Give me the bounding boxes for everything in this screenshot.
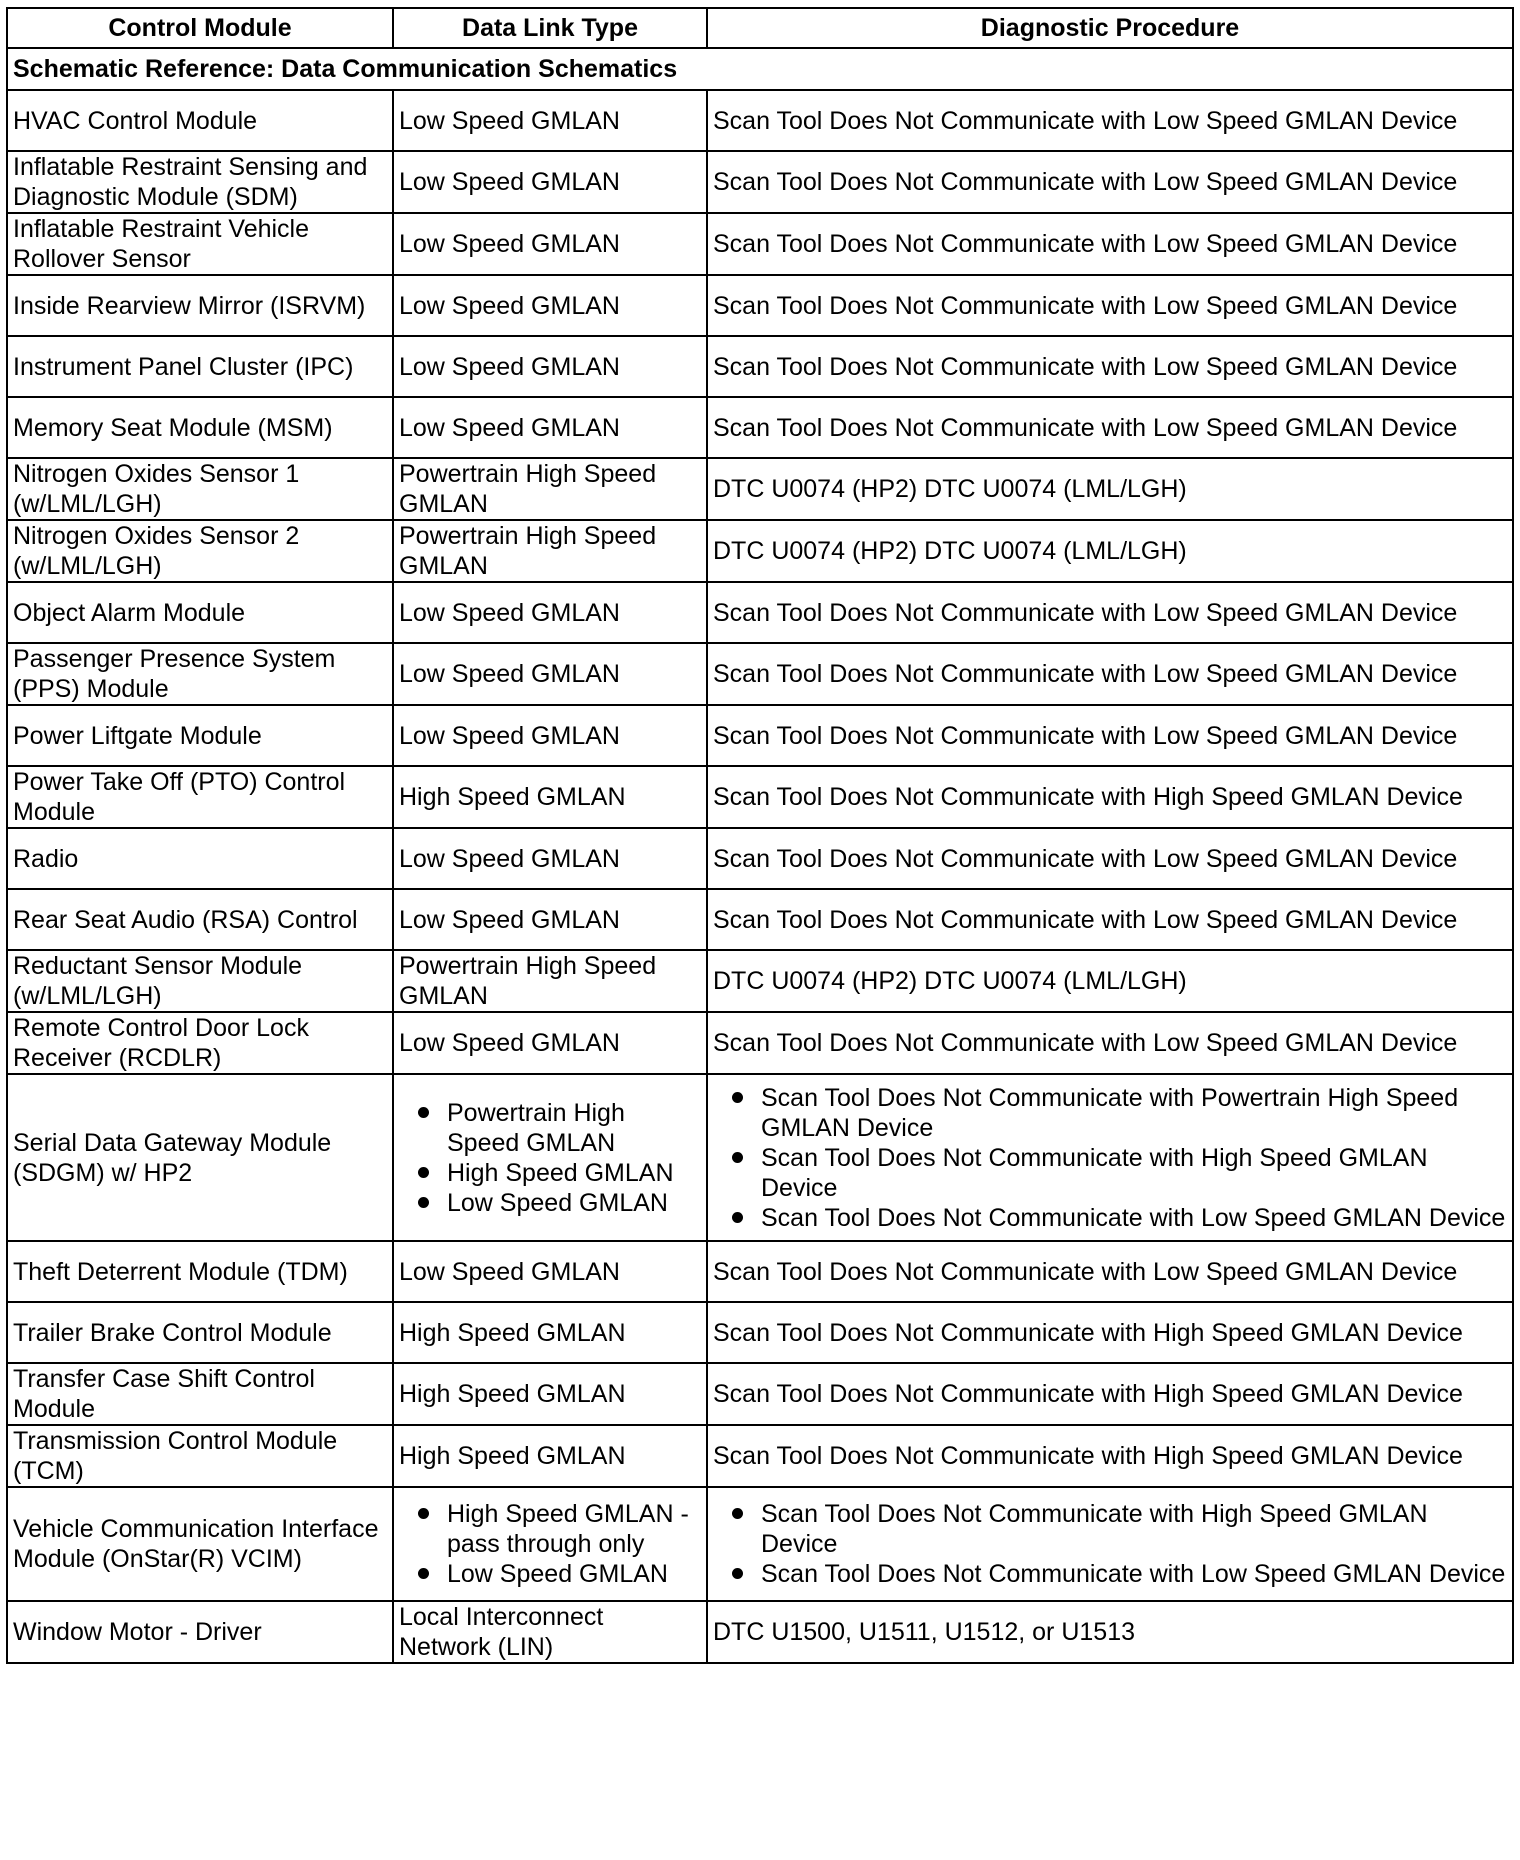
header-diagnostic-procedure: Diagnostic Procedure <box>707 8 1513 48</box>
control-module-cell: Radio <box>7 828 393 889</box>
data-link-type-cell: High Speed GMLAN <box>393 1363 707 1425</box>
diagnostic-procedure-cell: Scan Tool Does Not Communicate with Low Speed GMLAN Device <box>707 1012 1513 1074</box>
bullet-item: Scan Tool Does Not Communicate with Powertrain High Speed GMLAN Device <box>761 1083 1507 1143</box>
table-row <box>7 90 1513 151</box>
data-link-type-cell: Powertrain High Speed GMLAN <box>393 520 707 582</box>
control-module-cell: Passenger Presence System (PPS) Module <box>7 643 393 705</box>
data-link-type-cell: Low Speed GMLAN <box>393 151 707 213</box>
table-row <box>7 336 1513 397</box>
bullet-item: Scan Tool Does Not Communicate with Low Speed GMLAN Device <box>761 1203 1506 1232</box>
data-link-type-cell: Low Speed GMLAN <box>393 643 707 705</box>
bullet-list <box>399 1499 701 1589</box>
diagnostic-procedure-cell: DTC U0074 (HP2) DTC U0074 (LML/LGH) <box>707 458 1513 520</box>
control-module-cell: Power Take Off (PTO) Control Module <box>7 766 393 828</box>
diagnostic-procedure-cell <box>707 1074 1513 1241</box>
table-row <box>7 1074 1513 1241</box>
diagnostic-procedure-cell: Scan Tool Does Not Communicate with Low Speed GMLAN Device <box>707 151 1513 213</box>
table-row <box>7 1487 1513 1601</box>
table-row <box>7 397 1513 458</box>
control-module-cell: Power Liftgate Module <box>7 705 393 766</box>
data-link-type-cell: High Speed GMLAN <box>393 1425 707 1487</box>
diagnostic-procedure-cell: Scan Tool Does Not Communicate with Low Speed GMLAN Device <box>707 582 1513 643</box>
diagnostic-procedure-cell: Scan Tool Does Not Communicate with Low Speed GMLAN Device <box>707 275 1513 336</box>
table-row <box>7 458 1513 520</box>
data-link-type-cell: High Speed GMLAN <box>393 766 707 828</box>
table-row <box>7 582 1513 643</box>
control-module-cell: Inside Rearview Mirror (ISRVM) <box>7 275 393 336</box>
table-row <box>7 889 1513 950</box>
data-link-type-cell: Low Speed GMLAN <box>393 1241 707 1302</box>
table-row <box>7 1601 1513 1663</box>
table-header-row <box>7 8 1513 48</box>
table-row <box>7 520 1513 582</box>
diagnostic-procedure-cell: Scan Tool Does Not Communicate with High Speed GMLAN Device <box>707 1425 1513 1487</box>
diagnostic-procedure-cell: Scan Tool Does Not Communicate with Low Speed GMLAN Device <box>707 889 1513 950</box>
bullet-list <box>713 1499 1507 1589</box>
bullet-item: Low Speed GMLAN <box>447 1559 701 1589</box>
data-link-type-cell: Low Speed GMLAN <box>393 828 707 889</box>
bullet-item: Scan Tool Does Not Communicate with High Speed GMLAN Device <box>761 1143 1507 1203</box>
diagnostic-procedure-cell: Scan Tool Does Not Communicate with Low Speed GMLAN Device <box>707 336 1513 397</box>
table-body <box>7 48 1513 1663</box>
table-row <box>7 1012 1513 1074</box>
diagnostic-procedure-cell: Scan Tool Does Not Communicate with High Speed GMLAN Device <box>707 1302 1513 1363</box>
control-module-cell: Nitrogen Oxides Sensor 2 (w/LML/LGH) <box>7 520 393 582</box>
diagnostic-procedure-cell: Scan Tool Does Not Communicate with High Speed GMLAN Device <box>707 766 1513 828</box>
diagnostic-procedure-cell: DTC U1500, U1511, U1512, or U1513 <box>707 1601 1513 1663</box>
diagnostic-procedure-cell: Scan Tool Does Not Communicate with Low Speed GMLAN Device <box>707 397 1513 458</box>
table-row <box>7 151 1513 213</box>
header-data-link-type: Data Link Type <box>393 8 707 48</box>
data-link-type-cell: Powertrain High Speed GMLAN <box>393 458 707 520</box>
bullet-item: High Speed GMLAN <box>447 1158 701 1188</box>
control-module-cell: Instrument Panel Cluster (IPC) <box>7 336 393 397</box>
data-link-type-cell: High Speed GMLAN <box>393 1302 707 1363</box>
control-module-cell: Theft Deterrent Module (TDM) <box>7 1241 393 1302</box>
diagnostic-procedure-cell: Scan Tool Does Not Communicate with Low Speed GMLAN Device <box>707 213 1513 275</box>
data-link-type-cell <box>393 1074 707 1241</box>
table-row <box>7 950 1513 1012</box>
control-module-cell: Inflatable Restraint Vehicle Rollover Sensor <box>7 213 393 275</box>
data-link-type-cell: Low Speed GMLAN <box>393 90 707 151</box>
data-link-type-cell: Low Speed GMLAN <box>393 889 707 950</box>
diagnostic-procedure-cell <box>707 1487 1513 1601</box>
table-row <box>7 766 1513 828</box>
bullet-item: Low Speed GMLAN <box>447 1188 701 1218</box>
control-module-cell: Inflatable Restraint Sensing and Diagnostic Module (SDM) <box>7 151 393 213</box>
data-link-type-cell <box>393 1487 707 1601</box>
schematic-reference: Schematic Reference: Data Communication Schematics <box>7 48 1513 90</box>
diagnostic-procedure-cell: DTC U0074 (HP2) DTC U0074 (LML/LGH) <box>707 520 1513 582</box>
control-module-cell: Reductant Sensor Module (w/LML/LGH) <box>7 950 393 1012</box>
control-module-cell: Nitrogen Oxides Sensor 1 (w/LML/LGH) <box>7 458 393 520</box>
control-module-table <box>6 7 1514 1664</box>
schematic-reference-row <box>7 48 1513 90</box>
diagnostic-procedure-cell: DTC U0074 (HP2) DTC U0074 (LML/LGH) <box>707 950 1513 1012</box>
control-module-cell: Object Alarm Module <box>7 582 393 643</box>
table-row <box>7 1241 1513 1302</box>
table-row <box>7 1363 1513 1425</box>
control-module-cell: Remote Control Door Lock Receiver (RCDLR) <box>7 1012 393 1074</box>
bullet-item: High Speed GMLAN - pass through only <box>447 1499 701 1559</box>
diagnostic-procedure-cell: Scan Tool Does Not Communicate with High Speed GMLAN Device <box>707 1363 1513 1425</box>
data-link-type-cell: Low Speed GMLAN <box>393 213 707 275</box>
header-control-module: Control Module <box>7 8 393 48</box>
bullet-list <box>713 1083 1507 1233</box>
data-link-type-cell: Low Speed GMLAN <box>393 275 707 336</box>
bullet-item: Scan Tool Does Not Communicate with High Speed GMLAN Device <box>761 1499 1507 1559</box>
control-module-cell: Trailer Brake Control Module <box>7 1302 393 1363</box>
data-link-type-cell: Low Speed GMLAN <box>393 336 707 397</box>
control-module-cell: Transfer Case Shift Control Module <box>7 1363 393 1425</box>
data-link-type-cell: Powertrain High Speed GMLAN <box>393 950 707 1012</box>
table-row <box>7 705 1513 766</box>
control-module-cell: Transmission Control Module (TCM) <box>7 1425 393 1487</box>
data-link-type-cell: Low Speed GMLAN <box>393 705 707 766</box>
diagnostic-procedure-cell: Scan Tool Does Not Communicate with Low Speed GMLAN Device <box>707 90 1513 151</box>
table-row <box>7 275 1513 336</box>
bullet-list <box>399 1098 701 1218</box>
diagnostic-procedure-cell: Scan Tool Does Not Communicate with Low Speed GMLAN Device <box>707 828 1513 889</box>
diagnostic-procedure-cell: Scan Tool Does Not Communicate with Low Speed GMLAN Device <box>707 705 1513 766</box>
table-row <box>7 643 1513 705</box>
bullet-item: Scan Tool Does Not Communicate with Low Speed GMLAN Device <box>761 1560 1506 1588</box>
diagnostic-procedure-cell: Scan Tool Does Not Communicate with Low Speed GMLAN Device <box>707 1241 1513 1302</box>
table-row <box>7 213 1513 275</box>
control-module-cell: Serial Data Gateway Module (SDGM) w/ HP2 <box>7 1074 393 1241</box>
data-link-type-cell: Low Speed GMLAN <box>393 582 707 643</box>
table-row <box>7 1302 1513 1363</box>
control-module-cell: Vehicle Communication Interface Module (OnStar(R) VCIM) <box>7 1487 393 1601</box>
control-module-cell: HVAC Control Module <box>7 90 393 151</box>
data-link-type-cell: Low Speed GMLAN <box>393 397 707 458</box>
table-row <box>7 1425 1513 1487</box>
data-link-type-cell: Local Interconnect Network (LIN) <box>393 1601 707 1663</box>
control-module-cell: Rear Seat Audio (RSA) Control <box>7 889 393 950</box>
control-module-cell: Memory Seat Module (MSM) <box>7 397 393 458</box>
data-link-type-cell: Low Speed GMLAN <box>393 1012 707 1074</box>
diagnostic-procedure-cell: Scan Tool Does Not Communicate with Low Speed GMLAN Device <box>707 643 1513 705</box>
table-row <box>7 828 1513 889</box>
control-module-cell: Window Motor - Driver <box>7 1601 393 1663</box>
bullet-item: Powertrain High Speed GMLAN <box>447 1098 701 1158</box>
